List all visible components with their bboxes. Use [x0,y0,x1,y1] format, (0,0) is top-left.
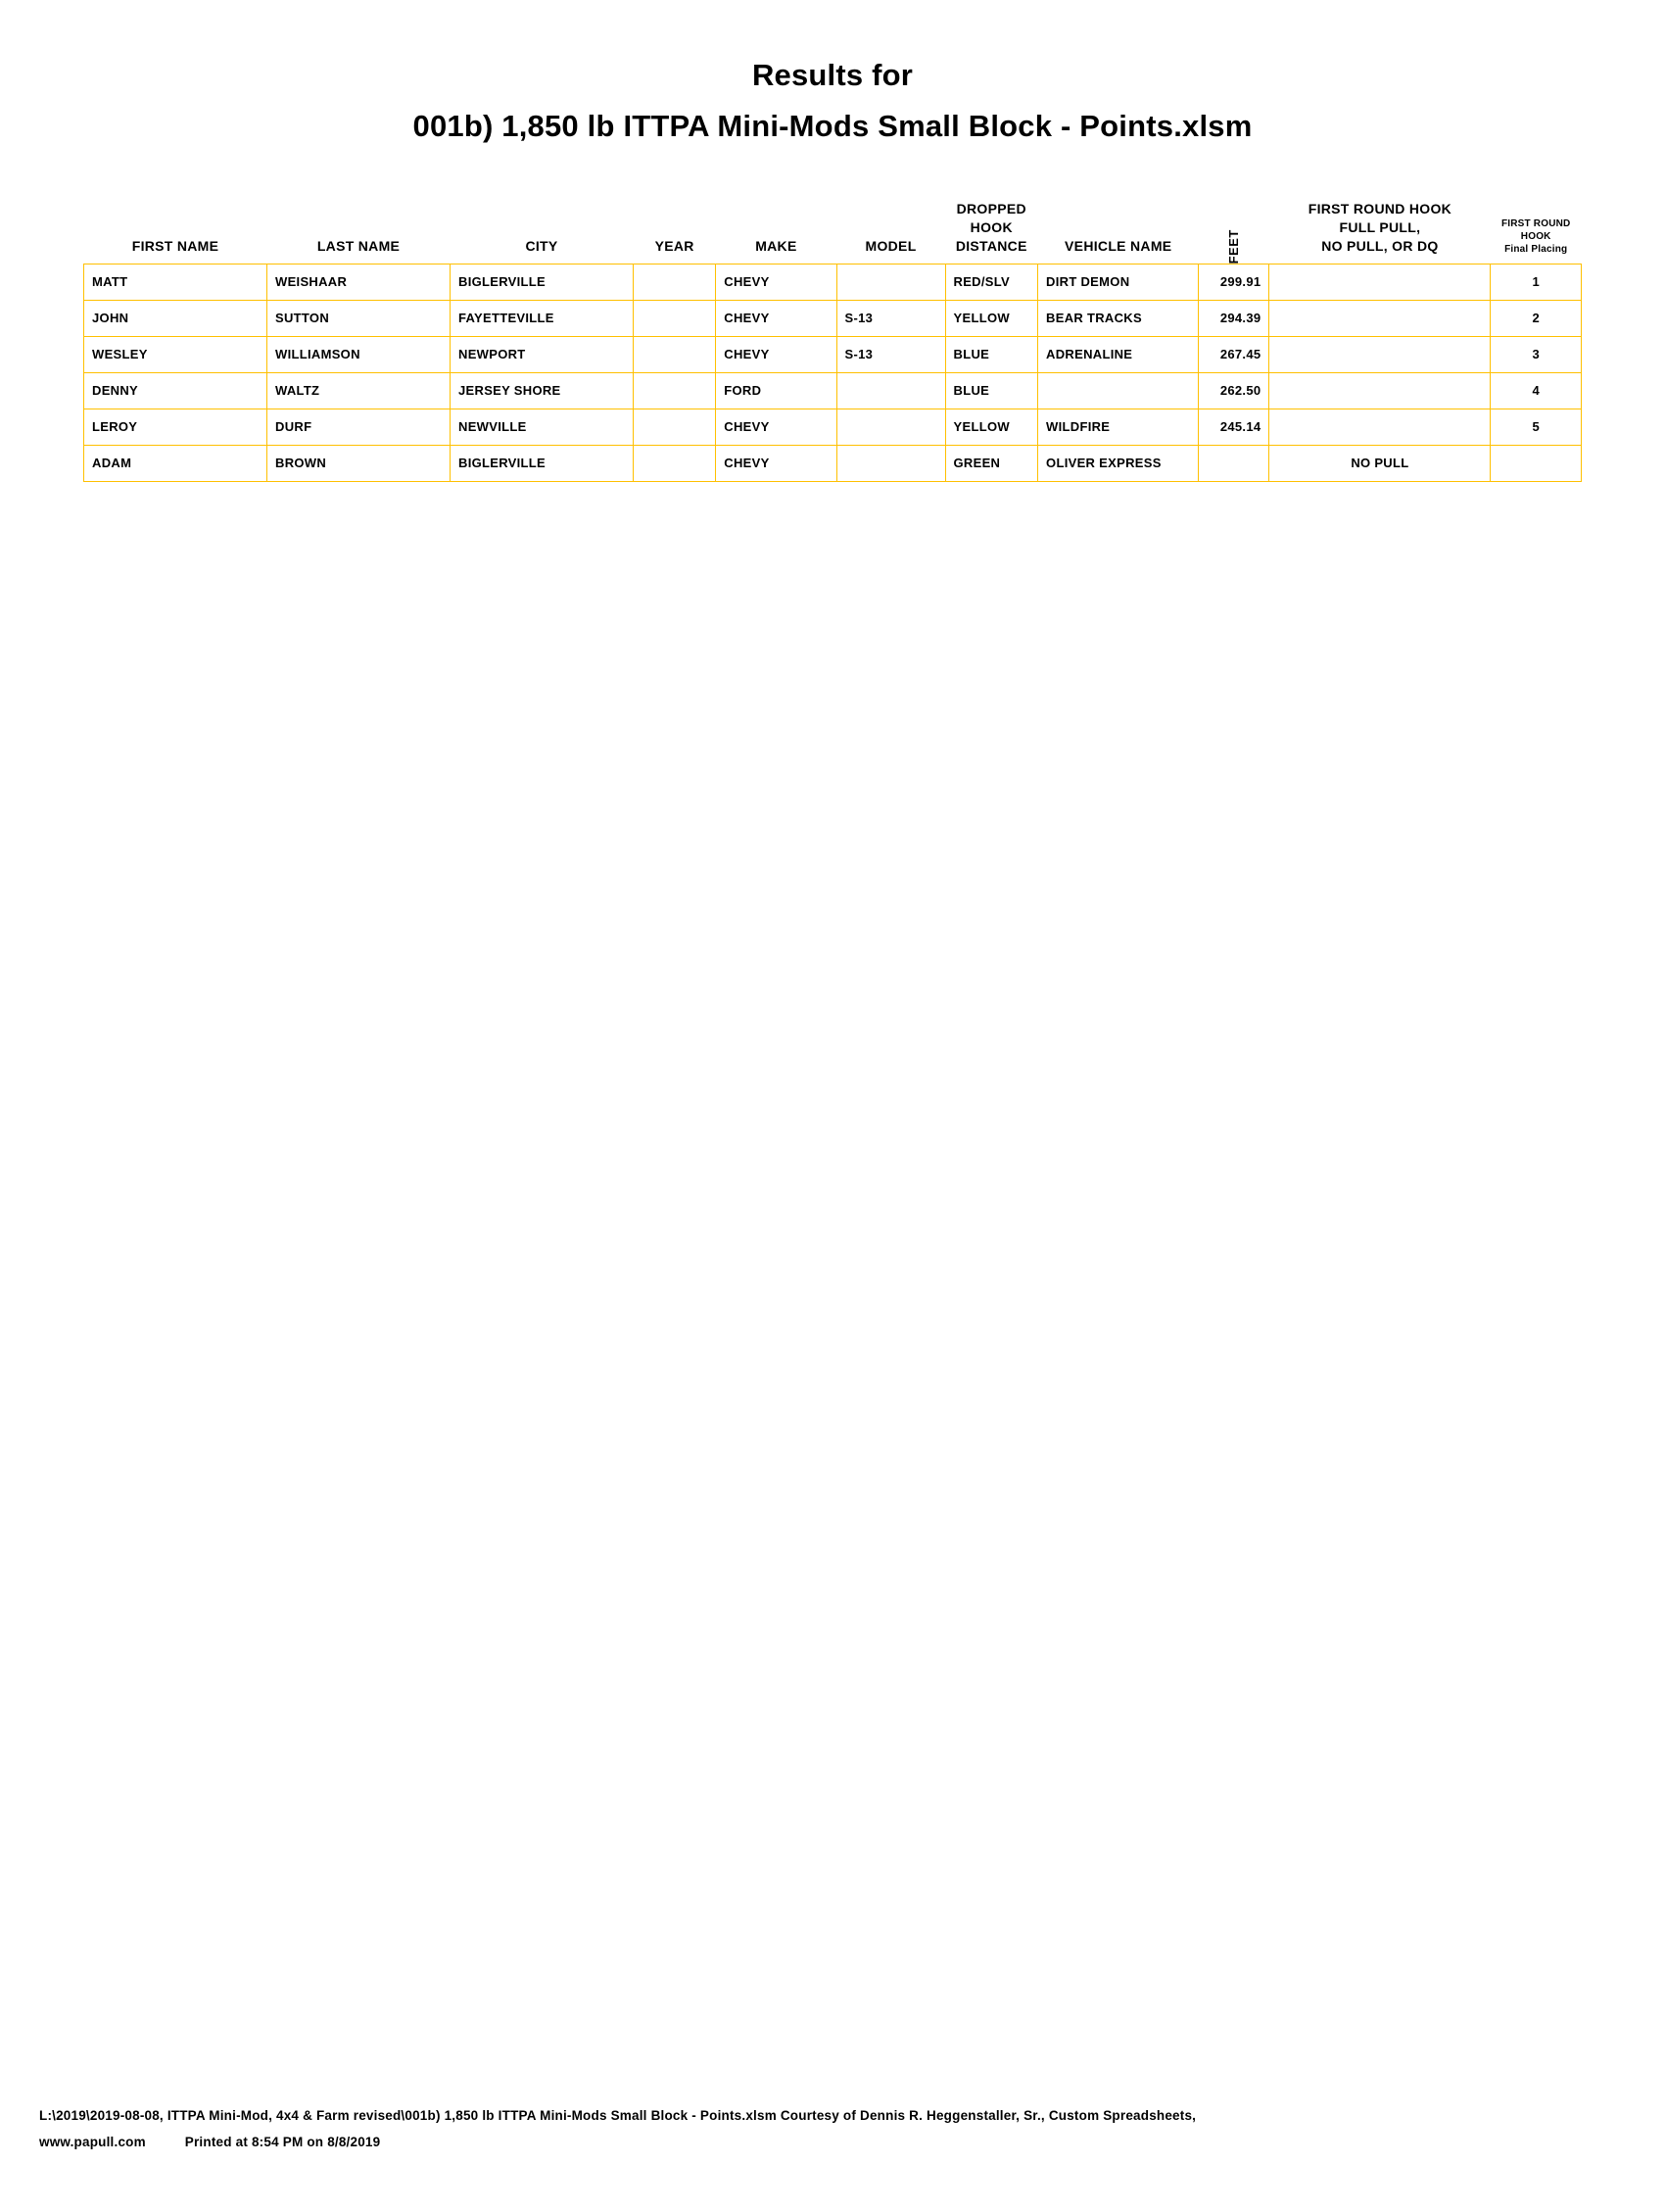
column-header-final-placing [1491,198,1582,264]
dropped-hook-line-2: HOOK [970,219,1013,236]
cell-first-name: MATT [84,264,267,300]
cell-dropped-hook-distance: BLUE [945,336,1038,372]
cell-first-name: ADAM [84,445,267,481]
dropped-hook-line-1: DROPPED [956,201,1026,217]
page-title [0,57,1665,147]
table-row [84,264,1582,300]
cell-final-placing: 1 [1491,264,1582,300]
cell-city: NEWVILLE [451,409,634,445]
footer-printed-timestamp: Printed at 8:54 PM on 8/8/2019 [184,2135,381,2149]
table-row [84,409,1582,445]
feet-label-rotated: FEET [1226,229,1242,264]
cell-model: S-13 [836,300,945,336]
cell-final-placing [1491,445,1582,481]
first-round-hook-line-2: FULL PULL, [1339,219,1421,236]
cell-make: CHEVY [716,264,836,300]
column-header-first-round-hook [1269,198,1491,264]
cell-vehicle-name: WILDFIRE [1038,409,1199,445]
cell-city: FAYETTEVILLE [451,300,634,336]
footer-path-line: L:\2019\2019-08-08, ITTPA Mini-Mod, 4x4 & Farm revised\001b) 1,850 lb ITTPA Mini-Mods Small Block - Points.xlsm Courtesy of Dennis R. Heggenstaller, Sr., Custom Spreadsheets, [39,2108,1197,2123]
table-row [84,336,1582,372]
table-header-row [84,198,1582,264]
table-row [84,300,1582,336]
cell-last-name: WEISHAAR [267,264,451,300]
cell-final-placing: 5 [1491,409,1582,445]
column-header-year: YEAR [654,237,694,254]
cell-feet: 299.91 [1199,264,1269,300]
cell-final-placing: 4 [1491,372,1582,409]
column-header-make: MAKE [755,237,797,254]
column-header-last-name: LAST NAME [316,237,401,254]
cell-first-round-hook [1269,336,1491,372]
cell-last-name: WILLIAMSON [267,336,451,372]
cell-first-round-hook [1269,300,1491,336]
cell-feet: 262.50 [1199,372,1269,409]
cell-make: CHEVY [716,445,836,481]
column-header-model: MODEL [865,237,917,254]
cell-last-name: WALTZ [267,372,451,409]
footer-second-line [39,2129,1626,2155]
cell-city: JERSEY SHORE [451,372,634,409]
cell-year [634,336,716,372]
cell-dropped-hook-distance: GREEN [945,445,1038,481]
cell-vehicle-name: ADRENALINE [1038,336,1199,372]
title-line-2: 001b) 1,850 lb ITTPA Mini-Mods Small Block - Points.xlsm [412,108,1253,143]
cell-vehicle-name: BEAR TRACKS [1038,300,1199,336]
cell-feet: 294.39 [1199,300,1269,336]
document-page [0,57,1665,2212]
cell-model [836,264,945,300]
results-table-container [83,198,1582,482]
cell-first-round-hook [1269,372,1491,409]
cell-first-name: WESLEY [84,336,267,372]
cell-first-round-hook: NO PULL [1269,445,1491,481]
cell-city: NEWPORT [451,336,634,372]
cell-make: CHEVY [716,336,836,372]
cell-model [836,409,945,445]
title-line-1: Results for [751,58,914,92]
final-placing-line-2: HOOK [1520,230,1551,242]
cell-model [836,372,945,409]
cell-make: CHEVY [716,409,836,445]
cell-vehicle-name [1038,372,1199,409]
cell-first-round-hook [1269,409,1491,445]
cell-model: S-13 [836,336,945,372]
cell-first-name: DENNY [84,372,267,409]
cell-dropped-hook-distance: BLUE [945,372,1038,409]
cell-final-placing: 3 [1491,336,1582,372]
final-placing-line-1: FIRST ROUND [1500,217,1571,229]
cell-year [634,409,716,445]
cell-make: FORD [716,372,836,409]
column-header-first-name: FIRST NAME [131,237,219,254]
first-round-hook-line-3: NO PULL, OR DQ [1321,237,1439,254]
final-placing-line-3: Final Placing [1504,243,1568,255]
cell-final-placing: 2 [1491,300,1582,336]
cell-city: BIGLERVILLE [451,264,634,300]
cell-last-name: DURF [267,409,451,445]
column-header-city: CITY [525,237,558,254]
cell-first-name: LEROY [84,409,267,445]
results-table [83,198,1582,482]
page-footer [39,2102,1626,2155]
column-header-vehicle-name: VEHICLE NAME [1065,237,1172,254]
table-row [84,445,1582,481]
table-row [84,372,1582,409]
results-table-body [84,264,1582,481]
cell-feet [1199,445,1269,481]
cell-last-name: BROWN [267,445,451,481]
cell-make: CHEVY [716,300,836,336]
cell-year [634,445,716,481]
cell-city: BIGLERVILLE [451,445,634,481]
cell-first-name: JOHN [84,300,267,336]
cell-dropped-hook-distance: RED/SLV [945,264,1038,300]
column-header-dropped-hook-distance [945,198,1038,264]
cell-last-name: SUTTON [267,300,451,336]
cell-first-round-hook [1269,264,1491,300]
cell-model [836,445,945,481]
column-header-feet [1199,198,1269,264]
cell-feet: 267.45 [1199,336,1269,372]
dropped-hook-line-3: DISTANCE [955,237,1027,254]
cell-dropped-hook-distance: YELLOW [945,300,1038,336]
cell-feet: 245.14 [1199,409,1269,445]
cell-year [634,372,716,409]
first-round-hook-line-1: FIRST ROUND HOOK [1308,201,1452,217]
cell-dropped-hook-distance: YELLOW [945,409,1038,445]
cell-year [634,300,716,336]
cell-year [634,264,716,300]
footer-website: www.papull.com [39,2135,146,2149]
cell-vehicle-name: OLIVER EXPRESS [1038,445,1199,481]
cell-vehicle-name: DIRT DEMON [1038,264,1199,300]
